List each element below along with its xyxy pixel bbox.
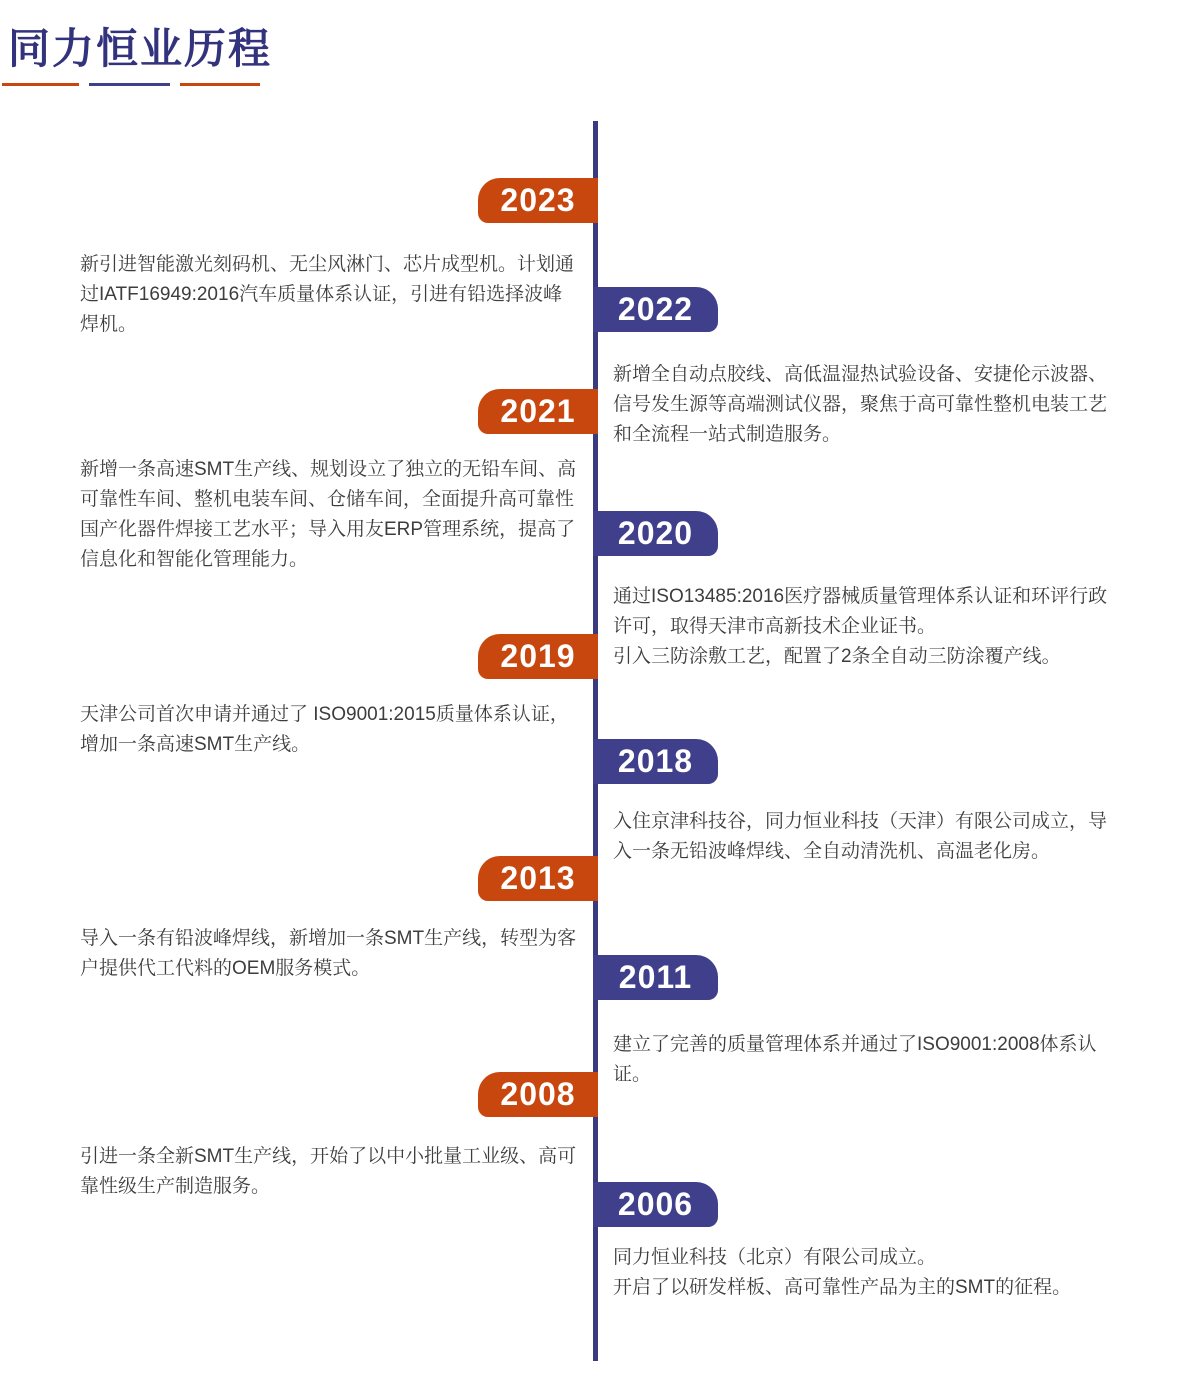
- milestone-text-2021: [80, 455, 580, 575]
- title-underline-purple: [89, 83, 170, 86]
- milestone-paragraph: 新引进智能激光刻码机、无尘风淋门、芯片成型机。计划通过IATF16949:2016汽车质量体系认证，引进有铅选择波峰焊机。: [80, 254, 575, 335]
- year-badge-2006: 2006: [593, 1182, 718, 1227]
- milestone-paragraph: 开启了以研发样板、高可靠性产品为主的SMT的征程。: [613, 1277, 1072, 1298]
- year-badge-2008: 2008: [478, 1072, 598, 1117]
- milestone-text-2020: [613, 582, 1113, 672]
- milestone-paragraph: 通过ISO13485:2016医疗器械质量管理体系认证和环评行政许可，取得天津市高新技术企业证书。: [613, 586, 1108, 637]
- milestone-paragraph: 建立了完善的质量管理体系并通过了ISO9001:2008体系认证。: [613, 1034, 1097, 1085]
- year-badge-2011: 2011: [593, 955, 718, 1000]
- milestone-paragraph: 引进一条全新SMT生产线，开始了以中小批量工业级、高可靠性级生产制造服务。: [80, 1146, 577, 1197]
- milestone-text-2013: [80, 924, 580, 984]
- milestone-text-2023: [80, 250, 580, 340]
- milestone-paragraph: 入住京津科技谷，同力恒业科技（天津）有限公司成立，导入一条无铅波峰焊线、全自动清洗机、高温老化房。: [613, 811, 1108, 862]
- milestone-paragraph: 新增一条高速SMT生产线、规划设立了独立的无铅车间、高可靠性车间、整机电装车间、仓储车间，全面提升高可靠性国产化器件焊接工艺水平；导入用友ERP管理系统，提高了信息化和智能化管理能力。: [80, 459, 577, 570]
- milestone-paragraph: 天津公司首次申请并通过了 ISO9001:2015质量体系认证，增加一条高速SMT生产线。: [80, 704, 569, 755]
- milestone-paragraph: 导入一条有铅波峰焊线，新增加一条SMT生产线，转型为客户提供代工代料的OEM服务模式。: [80, 928, 577, 979]
- year-badge-2019: 2019: [478, 634, 598, 679]
- year-badge-2022: 2022: [593, 287, 718, 332]
- title-underline-orange-left: [2, 83, 79, 86]
- milestone-text-2006: [613, 1243, 1113, 1303]
- milestone-text-2022: [613, 360, 1113, 450]
- milestone-text-2019: [80, 700, 580, 760]
- milestone-paragraph: 同力恒业科技（北京）有限公司成立。: [613, 1247, 937, 1268]
- milestone-text-2011: [613, 1030, 1113, 1090]
- milestone-paragraph: 新增全自动点胶线、高低温湿热试验设备、安捷伦示波器、信号发生源等高端测试仪器，聚焦于高可靠性整机电装工艺和全流程一站式制造服务。: [613, 364, 1108, 445]
- year-badge-2013: 2013: [478, 856, 598, 901]
- page-title: 同力恒业历程: [8, 25, 273, 72]
- year-badge-2020: 2020: [593, 511, 718, 556]
- year-badge-2021: 2021: [478, 389, 598, 434]
- milestone-text-2008: [80, 1142, 580, 1202]
- year-badge-2023: 2023: [478, 178, 598, 223]
- milestone-text-2018: [613, 807, 1113, 867]
- title-underline-orange-right: [180, 83, 260, 86]
- milestone-paragraph: 引入三防涂敷工艺，配置了2条全自动三防涂覆产线。: [613, 646, 1061, 667]
- year-badge-2018: 2018: [593, 739, 718, 784]
